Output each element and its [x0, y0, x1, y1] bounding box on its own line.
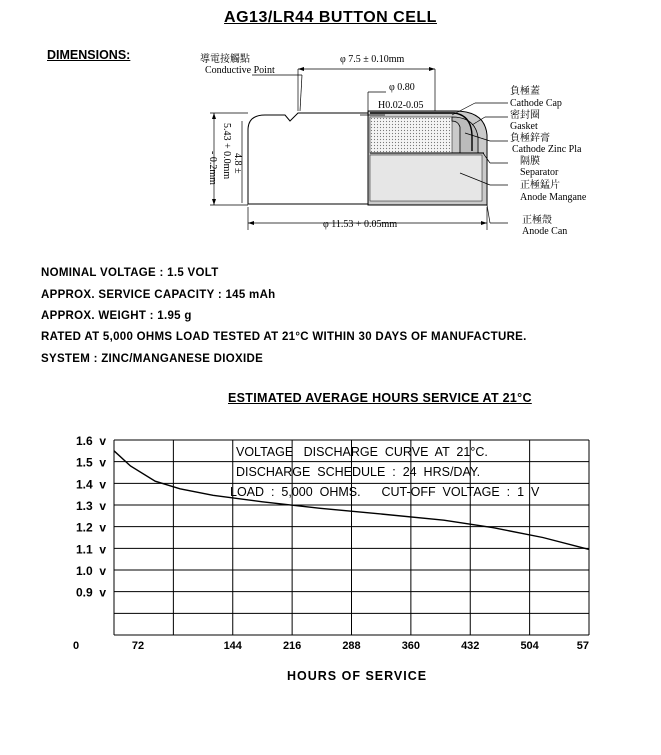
part-separator-en: Separator: [520, 167, 559, 178]
spec-rated: RATED AT 5,000 OHMS LOAD TESTED AT 21°C WITHIN 30 DAYS OF MANUFACTURE.: [41, 331, 527, 343]
spec-capacity: APPROX. SERVICE CAPACITY : 145 mAh: [41, 289, 276, 301]
x-tick-label: 216: [282, 640, 302, 652]
part-cathode-zinc-en: Cathode Zinc Pla: [512, 144, 582, 155]
part-gasket-en: Gasket: [510, 121, 538, 132]
battery-diagram: [190, 45, 610, 245]
spec-voltage: NOMINAL VOLTAGE : 1.5 VOLT: [41, 267, 219, 279]
y-tick-label: 1.6 v: [76, 434, 107, 448]
label-dia-point: φ 0.80: [389, 82, 415, 93]
label-conductive-point-cn: 導電接觸點: [200, 54, 250, 65]
chart-title-line: LOAD : 5,000 OHMS. CUT-OFF VOLTAGE : 1 V: [230, 485, 540, 499]
label-height-total: 5.43 + 0.0mm: [221, 123, 232, 180]
part-cathode-zinc-cn: 負極鋅膏: [510, 133, 550, 144]
anode-manganese-section: [370, 155, 482, 201]
cell-outline-left: [248, 113, 368, 204]
page-title: AG13/LR44 BUTTON CELL: [224, 9, 437, 26]
chart-title-line: DISCHARGE SCHEDULE : 24 HRS/DAY.: [236, 465, 481, 479]
part-anode-can-cn: 正極殼: [522, 215, 552, 226]
y-tick-label: 1.0 v: [76, 564, 107, 578]
label-height-total-tol: - 0.2mm: [207, 151, 218, 185]
part-anode-manganese-en: Anode Mangane: [520, 192, 587, 203]
x-tick-label: 144: [223, 640, 242, 652]
cathode-zinc-section: [370, 117, 452, 153]
x-tick-label: 360: [401, 640, 421, 652]
label-conductive-point-en: Conductive Point: [205, 65, 275, 76]
part-anode-manganese-cn: 正極錳片: [520, 180, 560, 191]
chart-title-line: VOLTAGE DISCHARGE CURVE AT 21°C.: [236, 445, 488, 459]
part-cathode-cap-en: Cathode Cap: [510, 98, 562, 109]
part-gasket-cn: 密封圈: [510, 110, 540, 121]
y-tick-label: 1.4 v: [76, 477, 107, 492]
x-tick-label: 57: [576, 640, 589, 652]
x-tick-label: 0: [72, 640, 80, 652]
x-tick-label: 432: [461, 640, 480, 652]
label-dia-bottom: φ 11.53 + 0.05mm: [323, 219, 398, 230]
dimensions-heading: DIMENSIONS:: [47, 48, 131, 62]
x-tick-label: 288: [342, 640, 361, 652]
spec-system: SYSTEM : ZINC/MANGANESE DIOXIDE: [41, 353, 264, 365]
label-height-point: H0.02-0.05: [378, 100, 424, 111]
y-tick-label: 1.5 v: [76, 455, 107, 470]
label-height-inner: 4.8 ±: [232, 153, 243, 174]
part-anode-can-en: Anode Can: [522, 226, 568, 237]
label-dia-top: φ 7.5 ± 0.10mm: [340, 54, 405, 65]
part-separator-cn: 隔膜: [520, 156, 540, 167]
y-tick-label: 1.3 v: [76, 499, 107, 513]
x-tick-label: 504: [520, 640, 539, 652]
x-tick-label: 72: [131, 640, 145, 652]
y-tick-label: 1.1 v: [76, 542, 107, 557]
part-cathode-cap-cn: 負極蓋: [510, 86, 540, 97]
x-axis-label: HOURS OF SERVICE: [287, 669, 428, 683]
y-tick-label: 0.9 v: [76, 585, 107, 600]
discharge-chart: [70, 432, 600, 662]
service-heading: ESTIMATED AVERAGE HOURS SERVICE AT 21°C: [228, 391, 532, 405]
y-tick-label: 1.2 v: [76, 520, 107, 535]
spec-weight: APPROX. WEIGHT : 1.95 g: [41, 310, 192, 322]
